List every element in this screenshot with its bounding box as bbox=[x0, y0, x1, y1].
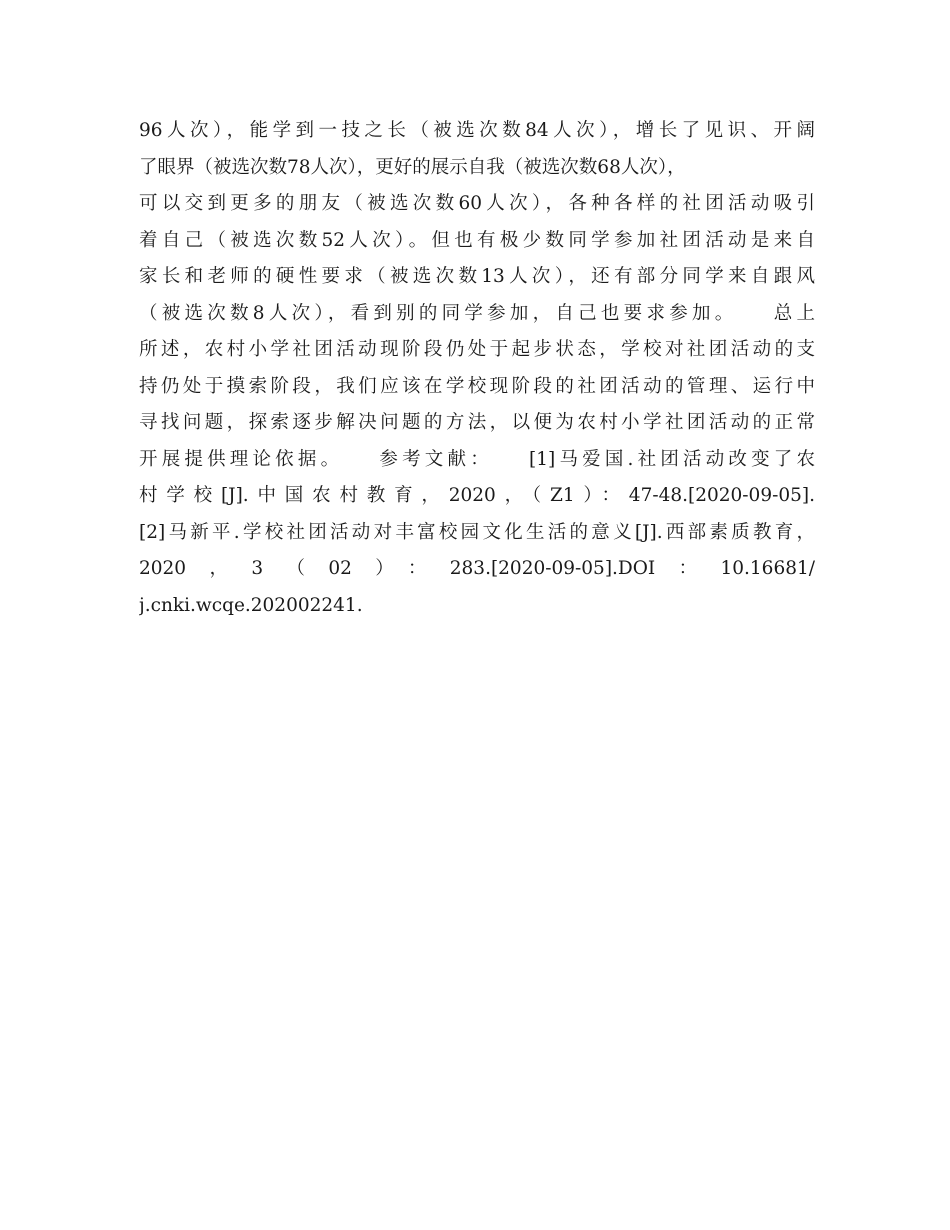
text-line: 着自己（被选次数52人次）。但也有极少数同学参加社团活动是来自 bbox=[139, 229, 815, 251]
text-line: （被选次数8人次），看到别的同学参加，自己也要求参加。 总上 bbox=[139, 302, 815, 324]
text-line: 开展提供理论依据。 参考文献： [1]马爱国.社团活动改变了农 bbox=[139, 448, 815, 470]
text-line: 96人次），能学到一技之长（被选次数84人次），增长了见识、开阔 bbox=[139, 120, 815, 141]
reference-line: 2020，3（02）：283.[2020-09-05].DOI：10.16681/ bbox=[139, 558, 815, 579]
text-line: 所述，农村小学社团活动现阶段仍处于起步状态，学校对社团活动的支 bbox=[139, 339, 815, 360]
reference-line: [2]马新平.学校社团活动对丰富校园文化生活的意义[J].西部素质教育， bbox=[139, 521, 815, 543]
reference-line: 村学校[J].中国农村教育，2020，（Z1）：47-48.[2020-09-05]. bbox=[139, 485, 815, 506]
text-line: 了眼界（被选次数78人次），更好的展示自我（被选次数68人次）， bbox=[139, 156, 686, 178]
text-line: 持仍处于摸索阶段，我们应该在学校现阶段的社团活动的管理、运行中 bbox=[139, 375, 815, 397]
text-line: 可以交到更多的朋友（被选次数60人次），各种各样的社团活动吸引 bbox=[139, 193, 815, 214]
text-line: 家长和老师的硬性要求（被选次数13人次），还有部分同学来自跟风 bbox=[139, 266, 815, 287]
text-line: 寻找问题，探索逐步解决问题的方法，以便为农村小学社团活动的正常 bbox=[139, 412, 815, 433]
body-text bbox=[139, 113, 815, 624]
reference-line: j.cnki.wcqe.202002241. bbox=[139, 594, 363, 616]
